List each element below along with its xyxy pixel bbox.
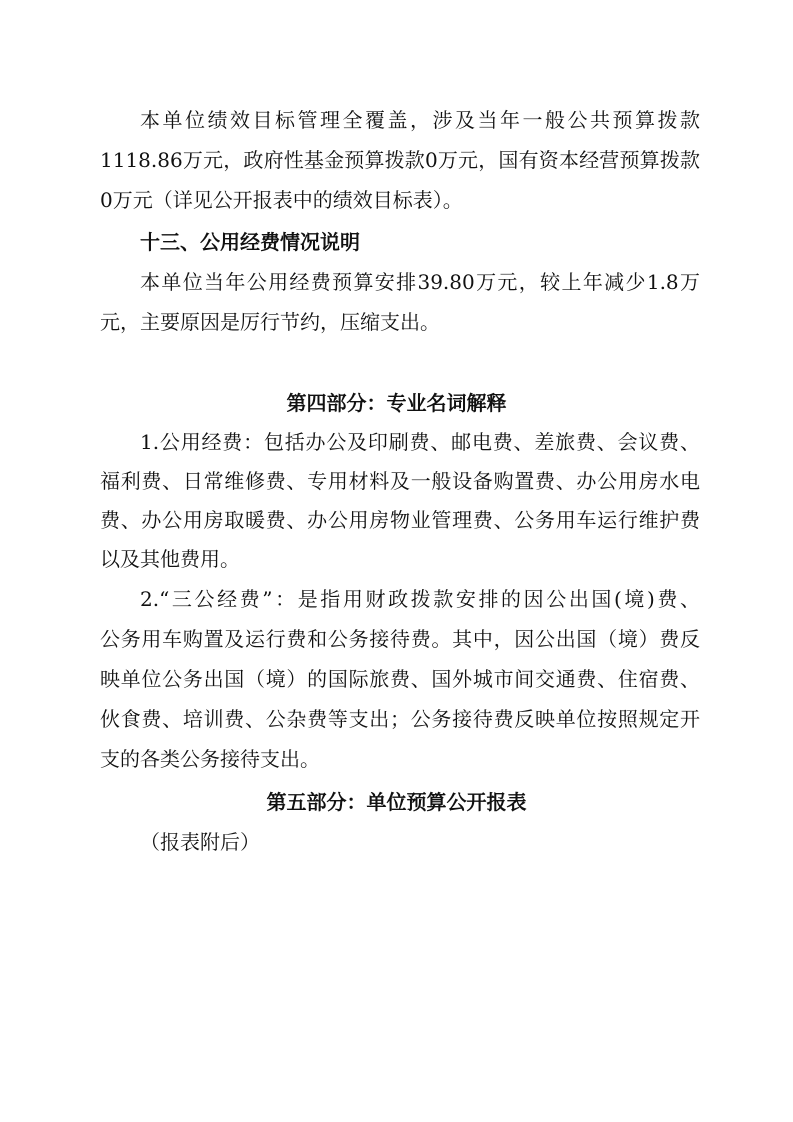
section-13-line-1: 本单位当年公用经费预算安排39.80万元，较上年减少1.8万 xyxy=(140,270,700,294)
section-13-line-2: 元，主要原因是厉行节约，压缩支出。 xyxy=(100,310,440,334)
part-4-item-2-line-1: 2.“三公经费”：是指用财政拨款安排的因公出国(境)费、 xyxy=(140,587,700,611)
section-13-heading: 十三、公用经费情况说明 xyxy=(140,230,360,254)
perf-paragraph-line-2: 1118.86万元，政府性基金预算拨款0万元，国有资本经营预算拨款 xyxy=(100,148,700,172)
part-4-item-1-line-2: 福利费、日常维修费、专用材料及一般设备购置费、办公用房水电 xyxy=(100,469,700,493)
part-4-item-2-line-4: 伙食费、培训费、公杂费等支出；公务接待费反映单位按照规定开 xyxy=(100,707,700,731)
part-4-item-1-line-1: 1.公用经费：包括办公及印刷费、邮电费、差旅费、会议费、 xyxy=(140,430,700,454)
perf-paragraph-line-3: 0万元（详见公开报表中的绩效目标表）。 xyxy=(100,188,463,212)
perf-paragraph-line-1: 本单位绩效目标管理全覆盖，涉及当年一般公共预算拨款 xyxy=(140,108,700,132)
part-5-note: （报表附后） xyxy=(140,830,260,854)
part-4-title: 第四部分：专业名词解释 xyxy=(286,391,507,415)
part-4-item-1-line-4: 以及其他费用。 xyxy=(100,547,240,571)
part-4-item-2-line-3: 映单位公务出国（境）的国际旅费、国外城市间交通费、住宿费、 xyxy=(100,667,700,691)
part-4-item-1-line-3: 费、办公用房取暖费、办公用房物业管理费、公务用车运行维护费 xyxy=(100,508,700,532)
part-4-item-2-line-5: 支的各类公务接待支出。 xyxy=(100,747,320,771)
part-4-item-2-line-2: 公务用车购置及运行费和公务接待费。其中，因公出国（境）费反 xyxy=(100,627,700,651)
part-5-title: 第五部分：单位预算公开报表 xyxy=(266,790,527,814)
